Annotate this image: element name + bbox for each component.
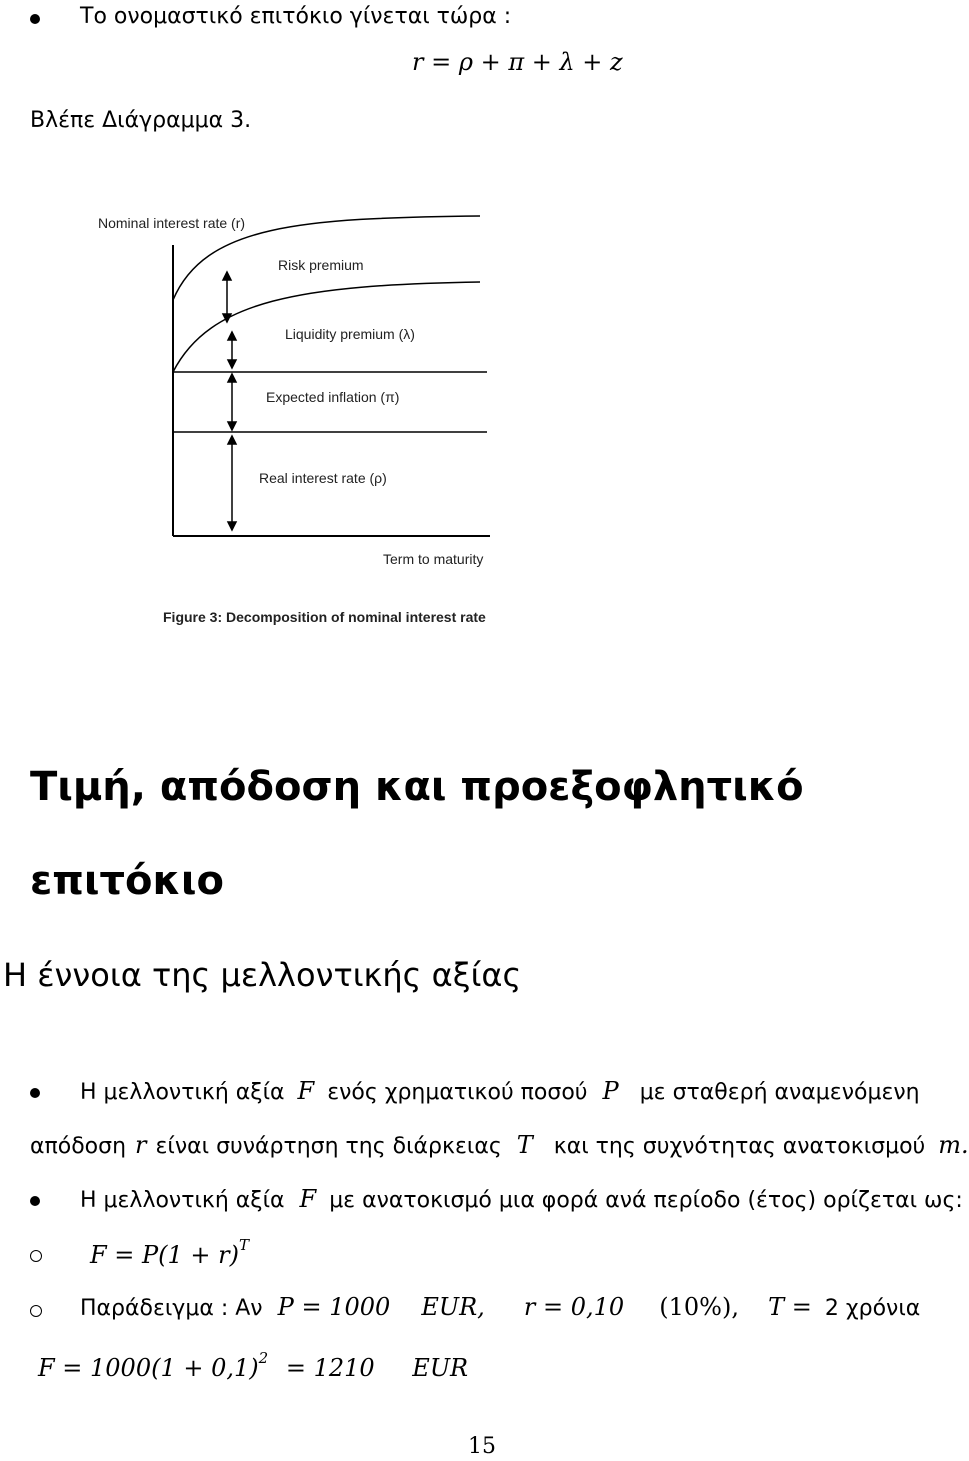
decomposition-diagram: [0, 0, 960, 620]
para2-text-a: Η μελλοντική αξία: [80, 1188, 285, 1213]
arrow-liquidity: [228, 332, 236, 368]
var-r: r: [135, 1131, 147, 1159]
result-eur: EUR: [412, 1354, 469, 1382]
example-result: [38, 1349, 469, 1382]
para1-text-c: με σταθερή αναμενόμενη: [639, 1080, 920, 1105]
example-eur: EUR,: [421, 1293, 485, 1321]
para1-text-f: και της συχνότητας ανατοκισμού: [553, 1134, 926, 1159]
result-right: = 1210: [285, 1354, 375, 1382]
label-real-rate: Real interest rate (ρ): [259, 470, 387, 486]
var-P: P: [602, 1077, 619, 1105]
example-r: r = 0,10: [523, 1293, 625, 1321]
arrow-real: [228, 436, 236, 530]
circle-bullet: [30, 1305, 42, 1317]
bullet: [30, 1088, 40, 1098]
label-nominal-rate: Nominal interest rate (r): [98, 215, 246, 231]
section-heading-line2: επιτόκιο: [30, 858, 224, 904]
label-term-to-maturity: Term to maturity: [383, 551, 484, 567]
var-F: F: [297, 1077, 315, 1105]
para1-line2: [30, 1131, 969, 1159]
label-liquidity-premium: Liquidity premium (λ): [285, 326, 415, 342]
bullet: [30, 1196, 40, 1206]
para1-text-b: ενός χρηματικού ποσού: [327, 1080, 588, 1105]
var-T: T: [516, 1131, 533, 1159]
para2-line: [80, 1185, 963, 1213]
example-P: P = 1000: [277, 1293, 391, 1321]
para1-line1: [80, 1077, 920, 1105]
future-value-formula: [90, 1236, 250, 1269]
arrow-nominal: [223, 272, 231, 322]
var-F: F: [299, 1185, 317, 1213]
example-line: [80, 1293, 920, 1321]
label-expected-inflation: Expected inflation (π): [266, 389, 400, 405]
para1-text-e: είναι συνάρτηση της διάρκειας: [155, 1134, 502, 1159]
label-risk-premium: Risk premium: [278, 257, 364, 273]
fv-formula-exponent: T: [239, 1236, 250, 1254]
para1-text-a: Η μελλοντική αξία: [80, 1080, 285, 1105]
figure-caption: Figure 3: Decomposition of nominal interest rate: [163, 609, 486, 625]
result-left: F = 1000(1 + 0,1): [38, 1354, 259, 1382]
see-diagram-text: Βλέπε Διάγραμμα 3.: [30, 108, 252, 133]
arrow-inflation: [228, 374, 236, 430]
example-years: 2 χρόνια: [824, 1296, 921, 1321]
fv-formula-main: F = P(1 + r): [90, 1241, 240, 1269]
example-label: Παράδειγμα : Αν: [80, 1296, 263, 1321]
para1-text-d: απόδοση: [30, 1134, 127, 1159]
page-number: 15: [468, 1434, 496, 1459]
formula-nominal-rate: r = ρ + π + λ + z: [412, 48, 623, 76]
subheading: Η έννοια της μελλοντικής αξίας: [3, 956, 522, 994]
result-exponent: 2: [258, 1349, 269, 1367]
example-percent: (10%),: [659, 1293, 739, 1321]
section-heading-line1: Τιμή, απόδοση και προεξοφλητικό: [30, 764, 804, 810]
circle-bullet: [30, 1250, 42, 1262]
intro-text: Το ονομαστικό επιτόκιο γίνεται τώρα :: [80, 4, 512, 29]
example-T: T =: [768, 1293, 812, 1321]
var-m: m.: [938, 1131, 969, 1159]
para2-text-b: με ανατοκισμό μια φορά ανά περίοδο (έτος) ορίζεται ως:: [329, 1188, 963, 1213]
